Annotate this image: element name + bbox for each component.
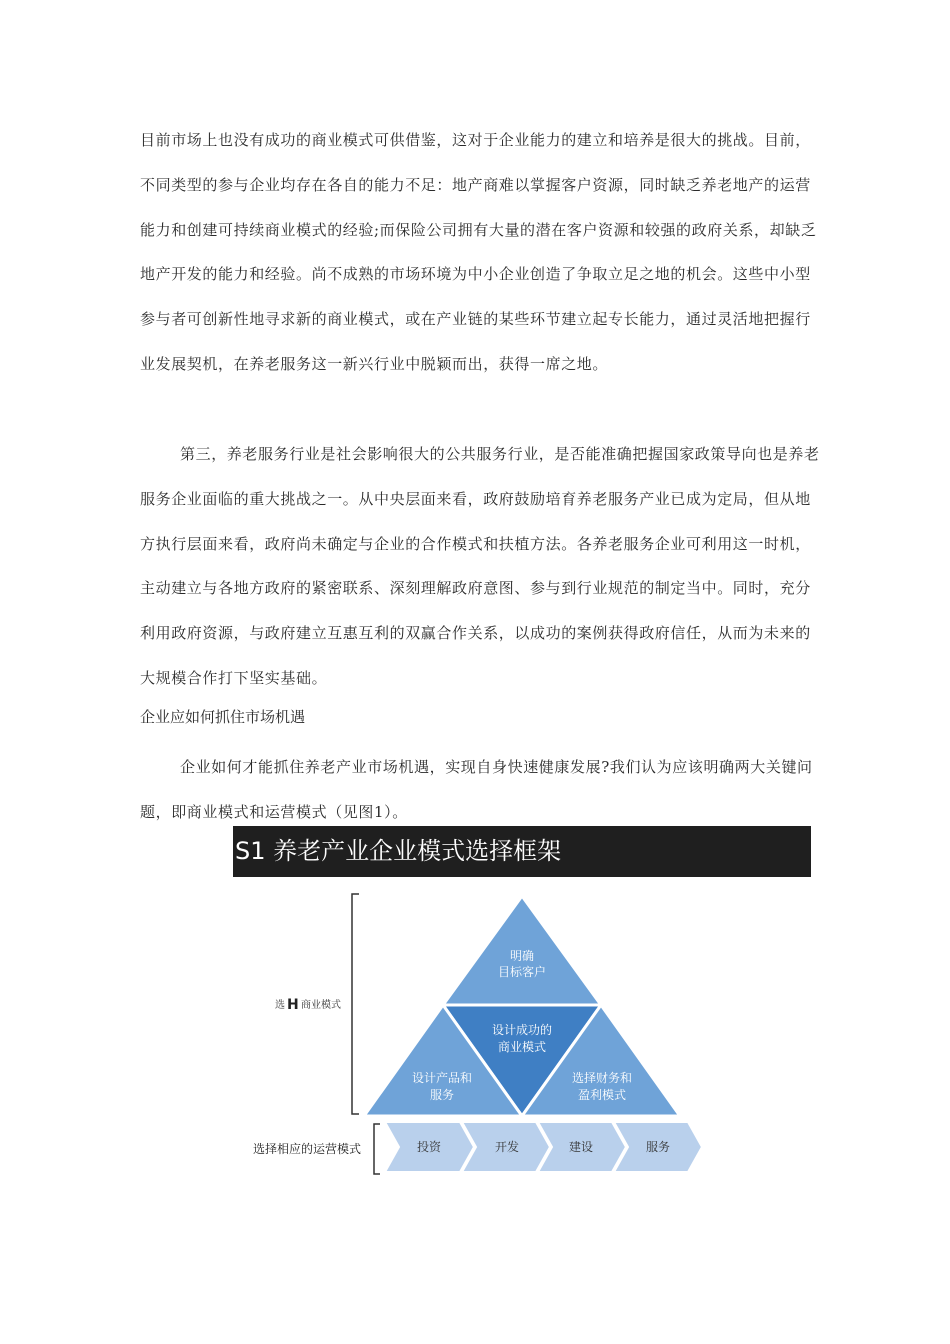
- operation-model-bracket: [374, 1124, 380, 1174]
- chevron-develop-label: 开发: [494, 1140, 520, 1154]
- business-model-label-3: 商业模式: [301, 1000, 341, 1011]
- paragraph-challenges: [140, 118, 820, 387]
- product-service-line-2: 服务: [429, 1088, 455, 1102]
- target-customer-line-2: 目标客户: [497, 965, 547, 979]
- business-model-label-1: 选: [275, 1000, 285, 1011]
- business-model-line-2: 商业模式: [497, 1040, 547, 1054]
- paragraph-policy: [140, 432, 820, 701]
- paragraph-text: 企业如何才能抓住养老产业市场机遇，实现自身快速健康发展?我们认为应该明确两大关键问题，即商业模式和运营模式（见图1）。: [140, 758, 813, 821]
- figure-title: S1 养老产业企业模式选择框架: [233, 826, 811, 877]
- chevron-build-label: 建设: [568, 1140, 594, 1154]
- figure-framework: [233, 826, 813, 1181]
- paragraph-text: 第三，养老服务行业是社会影响很大的公共服务行业，是否能准确把握国家政策导向也是养老服务企业面临的重大挑战之一。从中央层面来看，政府鼓励培育养老服务产业已成为定局，但从地方执行层面来看，政府尚未确定与企业的合作模式和扶植方法。各养老服务企业可利用这一时机，主动建立与各地方政府的紧密联系、深刻理解政府意图、参与到行业规范的制定当中。同时，充分利用政府资源，与政府建立互惠互利的双赢合作关系，以成功的案例获得政府信任，从而为未来的大规模合作打下坚实基础。: [140, 445, 820, 687]
- framework-diagram: [233, 826, 813, 1181]
- target-customer-line-1: 明确: [509, 949, 535, 963]
- finance-profit-line-1: 选择财务和: [571, 1071, 633, 1085]
- chevron-invest-label: 投资: [416, 1140, 442, 1154]
- paragraph-text: 目前市场上也没有成功的商业模式可供借鉴，这对于企业能力的建立和培养是很大的挑战。目前，不同类型的参与企业均存在各自的能力不足：地产商难以掌握客户资源，同时缺乏养老地产的运营能力和创建可持续商业模式的经验;而保险公司拥有大量的潜在客户资源和较强的政府关系，却缺乏地产开发的能力和经验。尚不成熟的市场环境为中小企业创造了争取立足之地的机会。这些中小型参与者可创新性地寻求新的商业模式，或在产业链的某些环节建立起专长能力，通过灵活地把握行业发展契机，在养老服务这一新兴行业中脱颖而出，获得一席之地。: [140, 131, 817, 373]
- paragraph-intro-figure: [140, 745, 820, 835]
- chevron-service-label: 服务: [645, 1140, 671, 1154]
- section-heading: 企业应如何抓住市场机遇: [140, 708, 306, 726]
- finance-profit-line-2: 盈利模式: [577, 1088, 627, 1102]
- business-model-line-1: 设计成功的: [491, 1023, 553, 1037]
- product-service-line-1: 设计产品和: [411, 1071, 473, 1085]
- operation-model-label: 选择相应的运营模式: [253, 1142, 362, 1156]
- business-model-bracket: [352, 894, 359, 1114]
- business-model-label-2: H: [287, 997, 299, 1013]
